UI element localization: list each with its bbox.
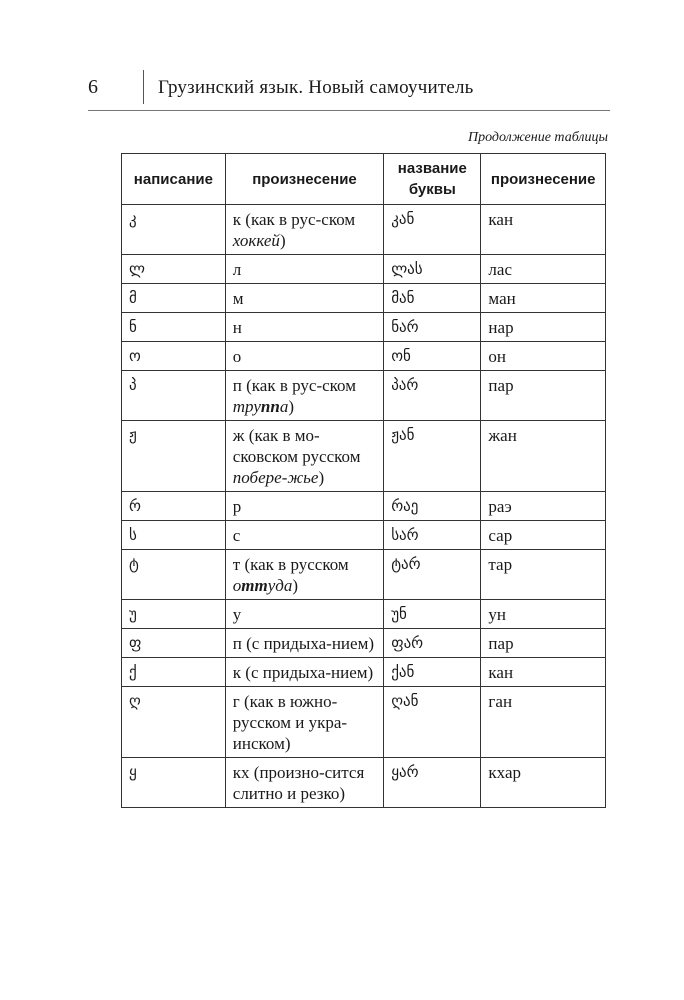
letter-cell: ფ (122, 629, 226, 658)
name-pronunciation-cell: ун (481, 600, 606, 629)
pronunciation-text: т (как в русском (232, 555, 349, 574)
pronunciation-text: м (232, 289, 244, 308)
pronunciation-cell (225, 550, 383, 600)
pronunciation-cell (225, 492, 383, 521)
continuation-note: Продолжение таблицы (467, 130, 608, 145)
letter-name-cell: უნ (384, 600, 481, 629)
name-pronunciation-cell: жан (481, 421, 606, 492)
letter-cell: მ (122, 284, 226, 313)
pronunciation-cell (225, 342, 383, 371)
pronunciation-text: к (с придыха-нием) (232, 663, 374, 682)
table-row (122, 421, 606, 492)
table-row (122, 550, 606, 600)
letter-name-cell: ქან (384, 658, 481, 687)
pronunciation-cell (225, 284, 383, 313)
letter-name-cell: ლას (384, 255, 481, 284)
example-word: побере-жье (232, 468, 319, 487)
letter-name-cell: ყარ (384, 758, 481, 808)
letter-cell: ტ (122, 550, 226, 600)
name-pronunciation-cell: ган (481, 687, 606, 758)
header-pronunciation: произнесение (225, 154, 383, 205)
name-pronunciation-cell: пар (481, 371, 606, 421)
table-row (122, 629, 606, 658)
pronunciation-cell (225, 255, 383, 284)
table-row (122, 600, 606, 629)
pronunciation-tail: ) (318, 468, 325, 487)
header-spelling: написание (122, 154, 226, 205)
pronunciation-cell (225, 758, 383, 808)
pronunciation-cell (225, 658, 383, 687)
name-pronunciation-cell: кан (481, 658, 606, 687)
name-pronunciation-cell: раэ (481, 492, 606, 521)
header-name-pronunciation: произнесение (481, 154, 606, 205)
pronunciation-tail: ) (279, 231, 286, 250)
letter-name-cell: ნარ (384, 313, 481, 342)
example-prefix: о (232, 576, 242, 595)
pronunciation-text: с (232, 526, 241, 545)
letter-cell: ყ (122, 758, 226, 808)
pronunciation-cell (225, 371, 383, 421)
letter-name-cell: ღან (384, 687, 481, 758)
letter-name-cell: ტარ (384, 550, 481, 600)
letter-cell: ს (122, 521, 226, 550)
pronunciation-cell (225, 205, 383, 255)
pronunciation-text: г (как в южно-русском и укра-инском) (232, 692, 348, 753)
name-pronunciation-cell: ман (481, 284, 606, 313)
table-row (122, 758, 606, 808)
pronunciation-text: кх (произно-сится слитно и резко) (232, 763, 365, 803)
pronunciation-text: о (232, 347, 242, 366)
letter-name-cell: მან (384, 284, 481, 313)
pronunciation-cell (225, 687, 383, 758)
table-row (122, 284, 606, 313)
header-rule (88, 110, 610, 111)
running-header (0, 0, 684, 110)
pronunciation-text: п (с придыха-нием) (232, 634, 374, 653)
name-pronunciation-cell: тар (481, 550, 606, 600)
pronunciation-text: п (как в рус-ском (232, 376, 356, 395)
letter-name-cell: რაე (384, 492, 481, 521)
name-pronunciation-cell: кан (481, 205, 606, 255)
letter-name-cell: სარ (384, 521, 481, 550)
example-emphasis: тт (241, 576, 268, 595)
example-emphasis: пп (260, 397, 280, 416)
pronunciation-cell (225, 521, 383, 550)
letter-cell: ჟ (122, 421, 226, 492)
alphabet-table (121, 153, 606, 808)
example-word: хоккей (232, 231, 280, 250)
pronunciation-cell (225, 313, 383, 342)
pronunciation-text: р (232, 497, 242, 516)
name-pronunciation-cell: пар (481, 629, 606, 658)
pronunciation-text: у (232, 605, 242, 624)
name-pronunciation-cell: он (481, 342, 606, 371)
table-row (122, 342, 606, 371)
table-row (122, 492, 606, 521)
example-prefix: тру (232, 397, 261, 416)
letter-cell: ქ (122, 658, 226, 687)
name-pronunciation-cell: нар (481, 313, 606, 342)
example-suffix: уда (267, 576, 293, 595)
pronunciation-text: л (232, 260, 242, 279)
letter-cell: რ (122, 492, 226, 521)
table-row (122, 205, 606, 255)
letter-cell: პ (122, 371, 226, 421)
table-header-row (122, 154, 606, 205)
pronunciation-text: ж (как в мо-сковском русском (232, 426, 361, 466)
pronunciation-tail: ) (288, 397, 294, 416)
letter-cell: უ (122, 600, 226, 629)
example-word (233, 397, 289, 416)
letter-cell: ნ (122, 313, 226, 342)
letter-cell: ღ (122, 687, 226, 758)
letter-name-cell: პარ (384, 371, 481, 421)
example-word (233, 576, 293, 595)
letter-cell: ლ (122, 255, 226, 284)
letter-cell: კ (122, 205, 226, 255)
pronunciation-cell (225, 629, 383, 658)
pronunciation-text: к (как в рус-ском (232, 210, 356, 229)
table-row (122, 687, 606, 758)
header-separator (143, 70, 144, 104)
table-row (122, 313, 606, 342)
letter-cell: ო (122, 342, 226, 371)
page-number: 6 (88, 76, 98, 98)
table-row (122, 521, 606, 550)
name-pronunciation-cell: лас (481, 255, 606, 284)
pronunciation-cell (225, 421, 383, 492)
pronunciation-tail: ) (292, 576, 299, 595)
letter-name-cell: ჟან (384, 421, 481, 492)
table-row (122, 255, 606, 284)
letter-name-cell: კან (384, 205, 481, 255)
name-pronunciation-cell: сар (481, 521, 606, 550)
letter-name-cell: ონ (384, 342, 481, 371)
book-title: Грузинский язык. Новый самоучитель (158, 77, 474, 98)
name-pronunciation-cell: кхар (481, 758, 606, 808)
pronunciation-cell (225, 600, 383, 629)
example-suffix: а (279, 397, 289, 416)
pronunciation-text: н (232, 318, 242, 337)
table-row (122, 371, 606, 421)
table-row (122, 658, 606, 687)
letter-name-cell: ფარ (384, 629, 481, 658)
header-letter-name: название буквы (384, 154, 481, 205)
